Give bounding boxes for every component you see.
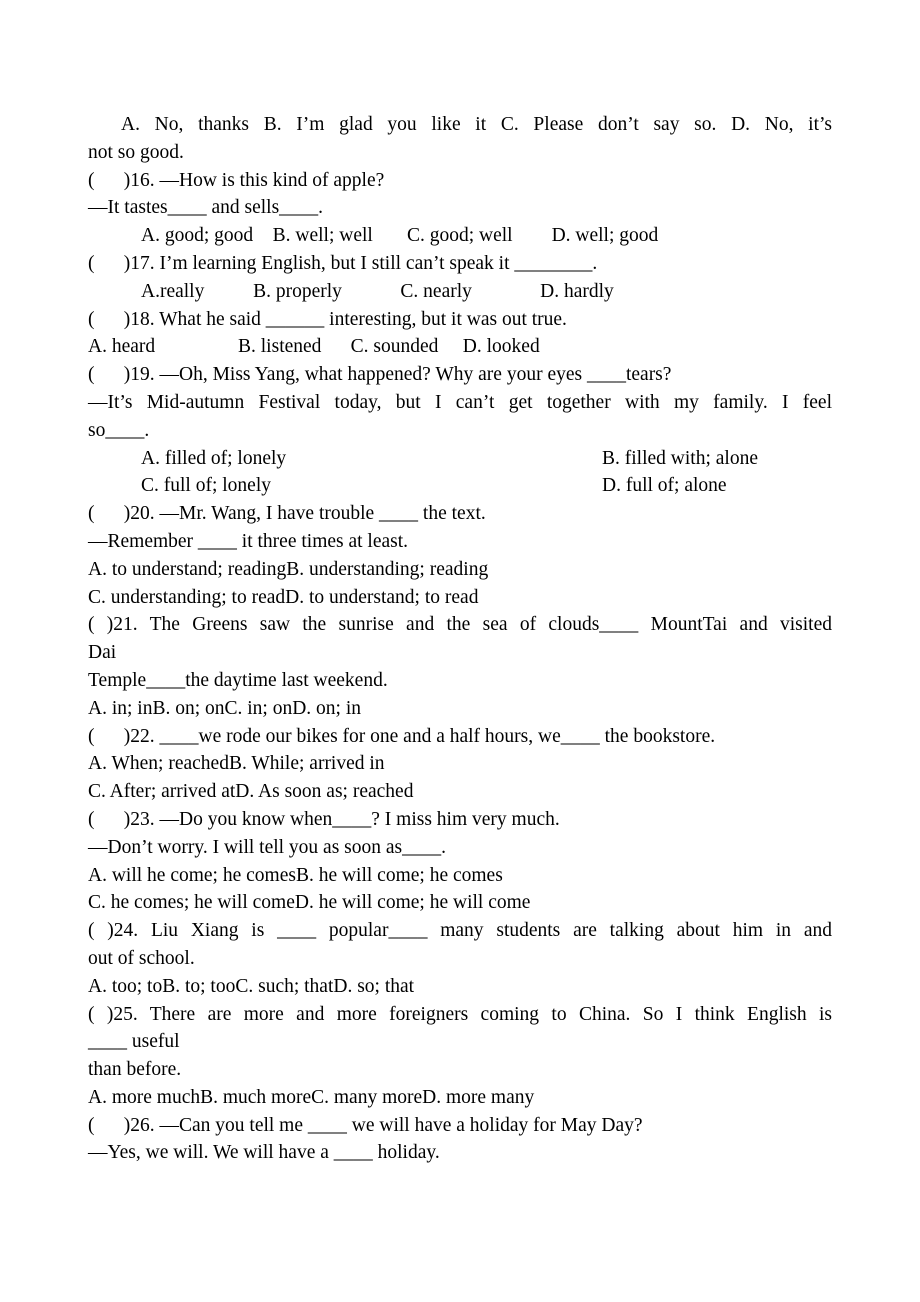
q19-option-c: C. full of; lonely	[141, 475, 271, 497]
q16-reply: —It tastes____ and sells____.	[88, 197, 324, 219]
q25-options: A. more muchB. much moreC. many moreD. more many	[88, 1086, 535, 1108]
q25-stem: ( )25. There are more and more foreigners coming to China. So I think English is	[88, 1003, 832, 1025]
q19-option-a: A. filled of; lonely	[141, 447, 287, 469]
q19-option-d: D. full of; alone	[602, 475, 727, 497]
q20-options-row1: A. to understand; readingB. understanding; reading	[88, 558, 489, 580]
q19-stem: ( )19. —Oh, Miss Yang, what happened? Why are your eyes ____tears?	[88, 364, 672, 386]
q25-stem-cont2: than before.	[88, 1059, 182, 1081]
q16-stem: ( )16. —How is this kind of apple?	[88, 169, 385, 191]
q16-options: A. good; good B. well; well C. good; well D. well; good	[141, 225, 659, 247]
q21-options: A. in; inB. on; onC. in; onD. on; in	[88, 697, 362, 719]
q20-stem: ( )20. —Mr. Wang, I have trouble ____ the text.	[88, 503, 486, 525]
q19-option-b: B. filled with; alone	[602, 447, 758, 469]
q22-options-row2: C. After; arrived atD. As soon as; reached	[88, 781, 414, 803]
q20-reply: —Remember ____ it three times at least.	[88, 530, 409, 552]
q23-stem: ( )23. —Do you know when____? I miss him very much.	[88, 808, 560, 830]
q21-stem-cont: Dai	[88, 642, 117, 664]
q15-options-cont: not so good.	[88, 141, 184, 163]
q17-options: A.really B. properly C. nearly D. hardly	[141, 280, 614, 302]
q22-options-row1: A. When; reachedB. While; arrived in	[88, 753, 385, 775]
document-page	[88, 111, 832, 1167]
q23-reply: —Don’t worry. I will tell you as soon as____.	[88, 836, 447, 858]
q22-stem: ( )22. ____we rode our bikes for one and a half hours, we____ the bookstore.	[88, 725, 716, 747]
q23-options-row2: C. he comes; he will comeD. he will come; he will come	[88, 892, 531, 914]
q26-stem: ( )26. —Can you tell me ____ we will have a holiday for May Day?	[88, 1114, 643, 1136]
q24-options: A. too; toB. to; tooC. such; thatD. so; that	[88, 975, 415, 997]
q19-options-row1	[88, 445, 832, 473]
q19-reply: —It’s Mid-autumn Festival today, but I can’t get together with my family. I feel	[88, 391, 832, 413]
q25-stem-cont: ____ useful	[88, 1031, 180, 1053]
q24-stem: ( )24. Liu Xiang is ____ popular____ many students are talking about him in and	[88, 920, 832, 942]
q18-options: A. heard B. listened C. sounded D. looked	[88, 336, 540, 358]
q18-stem: ( )18. What he said ______ interesting, but it was out true.	[88, 308, 567, 330]
q17-stem: ( )17. I’m learning English, but I still can’t speak it ________.	[88, 252, 598, 274]
q20-options-row2: C. understanding; to readD. to understand; to read	[88, 586, 479, 608]
q19-reply-cont: so____.	[88, 419, 150, 441]
q19-options-row2	[88, 472, 832, 500]
q24-stem-cont: out of school.	[88, 947, 195, 969]
q23-options-row1: A. will he come; he comesB. he will come; he comes	[88, 864, 503, 886]
q21-stem-cont2: Temple____the daytime last weekend.	[88, 669, 388, 691]
q15-options: A. No, thanks B. I’m glad you like it C. Please don’t say so. D. No, it’s	[121, 114, 832, 135]
q26-reply: —Yes, we will. We will have a ____ holiday.	[88, 1142, 440, 1164]
q21-stem: ( )21. The Greens saw the sunrise and the sea of clouds____ MountTai and visited	[88, 614, 832, 636]
